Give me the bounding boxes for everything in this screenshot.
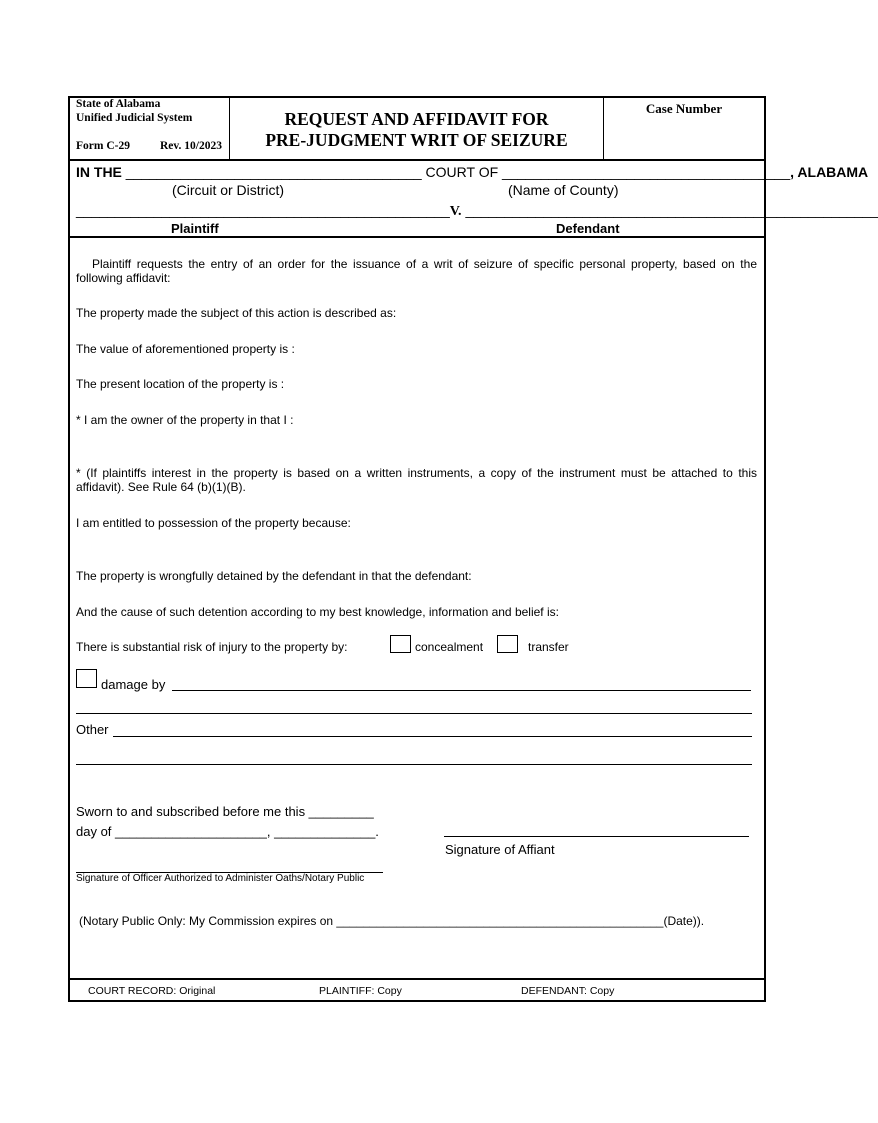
notary-date-suffix: (Date)). [663, 914, 705, 928]
wrongfully-detained-label: The property is wrongfully detained by the defendant in that the defendant: [76, 569, 472, 583]
property-description-label: The property made the subject of this action is described as: [76, 306, 397, 320]
frame-left-border [68, 96, 70, 1002]
system-label: Unified Judicial System [76, 112, 193, 124]
plaintiff-label: Plaintiff [171, 221, 219, 236]
frame-right-border [764, 96, 766, 1002]
other-description-line-1[interactable] [113, 736, 752, 737]
case-number-label: Case Number [645, 101, 723, 116]
frame-bottom-border [68, 1000, 766, 1002]
court-type-caption: (Circuit or District) [172, 182, 284, 198]
form-revision: Rev. 10/2023 [160, 140, 222, 152]
footer-top-border [68, 978, 766, 980]
transfer-label: transfer [528, 640, 569, 654]
written-instrument-note: * (If plaintiffs interest in the property is based on a written instruments, a copy of the instrument must be attached to this affidavit). See Rule 64 (b)(1)(B). [76, 466, 757, 494]
affiant-signature-line[interactable] [444, 836, 749, 837]
plaintiff-name-blank[interactable]: ________________________________________________ [76, 202, 450, 218]
form-number: Form C-29 [76, 140, 130, 152]
frame-top-border [68, 96, 766, 98]
state-label: State of Alabama [76, 98, 161, 110]
county-caption: (Name of County) [508, 182, 619, 198]
damage-description-line-1[interactable] [172, 690, 751, 691]
affiant-signature-label: Signature of Affiant [445, 842, 555, 857]
sworn-day-line[interactable]: day of _____________________, ______________. [76, 824, 379, 839]
court-type-blank[interactable]: ______________________________________ [125, 164, 422, 180]
notary-commission-label: (Notary Public Only: My Commission expires on [79, 914, 334, 928]
risk-statement-label: There is substantial risk of injury to the property by: [76, 640, 348, 654]
case-number-field[interactable] [608, 120, 760, 156]
in-the-label: IN THE [76, 164, 122, 180]
entitled-possession-label: I am entitled to possession of the property because: [76, 516, 351, 530]
versus-label: V. [449, 204, 462, 219]
form-title-line2: PRE-JUDGMENT WRIT OF SEIZURE [265, 130, 568, 150]
officer-signature-label: Signature of Officer Authorized to Administer Oaths/Notary Public [76, 873, 365, 884]
court-line [76, 164, 868, 180]
county-blank[interactable]: _____________________________________ [502, 164, 791, 180]
damage-label: damage by [101, 677, 166, 692]
concealment-checkbox[interactable] [390, 635, 411, 653]
court-of-label: COURT OF [425, 164, 499, 180]
property-value-label: The value of aforementioned property is : [76, 342, 295, 356]
concealment-label: concealment [415, 640, 484, 654]
parties-line [76, 202, 878, 220]
header-bottom-border [68, 159, 766, 161]
commission-date-blank[interactable]: _________________________________________________ [336, 914, 664, 928]
property-location-label: The present location of the property is : [76, 377, 285, 391]
transfer-checkbox[interactable] [497, 635, 518, 653]
defendant-copy: DEFENDANT: Copy [521, 985, 615, 997]
other-description-line-2[interactable] [76, 764, 752, 765]
defendant-label: Defendant [556, 221, 620, 236]
damage-description-line-2[interactable] [76, 713, 752, 714]
caption-bottom-border [68, 236, 766, 238]
defendant-name-blank[interactable]: _____________________________________________________ [465, 202, 878, 218]
other-label: Other [76, 722, 109, 737]
alabama-label: , ALABAMA [790, 164, 869, 180]
form-title-line1: REQUEST AND AFFIDAVIT FOR [284, 109, 549, 129]
owner-statement-label: * I am the owner of the property in that I : [76, 413, 294, 427]
notary-commission-line [79, 914, 704, 928]
detention-cause-label: And the cause of such detention according to my best knowledge, information and belief is: [76, 605, 559, 619]
sworn-statement-line[interactable]: Sworn to and subscribed before me this _________ [76, 804, 374, 819]
court-record-copy: COURT RECORD: Original [88, 985, 216, 997]
damage-checkbox[interactable] [76, 669, 97, 688]
plaintiff-copy: PLAINTIFF: Copy [319, 985, 402, 997]
intro-paragraph: Plaintiff requests the entry of an order for the issuance of a writ of seizure of specific personal property, based on the following affidavit: [76, 257, 757, 285]
